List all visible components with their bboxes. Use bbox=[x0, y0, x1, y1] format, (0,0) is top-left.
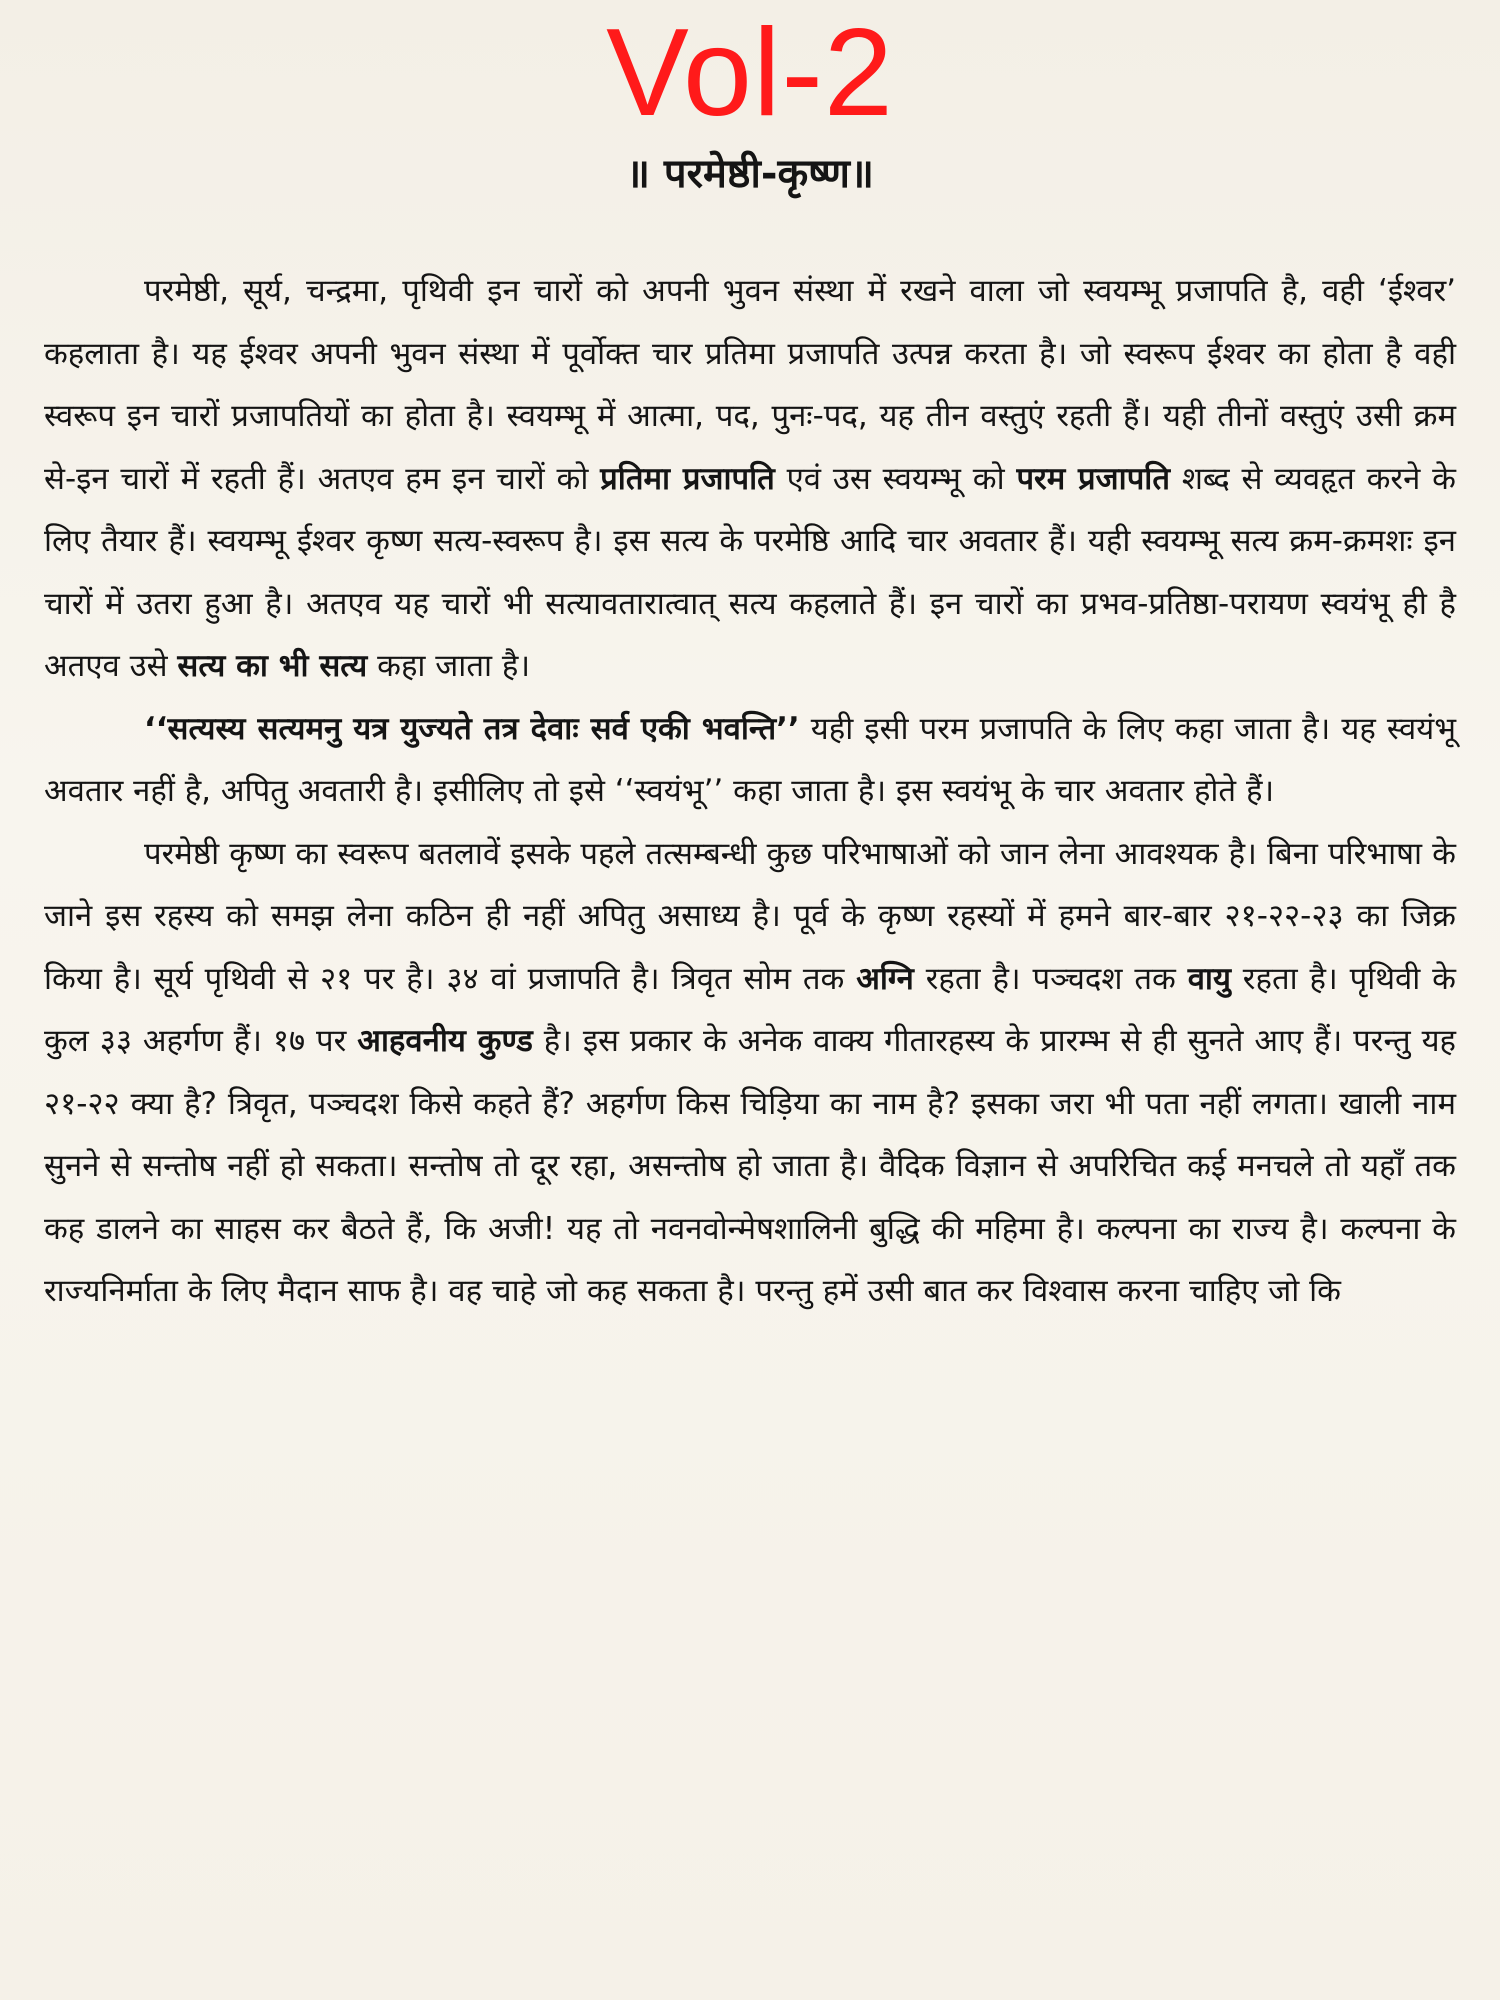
text-span: परमेष्ठी, सूर्य, चन्द्रमा, पृथिवी इन चारों को अपनी भुवन संस्था में रखने वाला जो स्वयम्भू प्रजापति है, वही ‘ईश्वर’ कहलाता है। यह ईश्वर अपनी भुवन संस्था में पूर्वोक्त चार प्रतिमा प्रजापति उत्पन्न करता है। जो स्वरूप ईश्वर का होता है वही स्वरूप इन चारों प्रजापतियों का होता है। स्वयम्भू में आत्मा, पद, पुनः-पद, यह तीन वस्तुएं रहती हैं। यही तीनों वस्तुएं उसी क्रम से-इन चारों में रहती हैं। अतएव हम इन चारों को bbox=[44, 273, 1456, 497]
text-span: परमेष्ठी कृष्ण का स्वरूप बतलावें इसके पहले तत्सम्बन्धी कुछ परिभाषाओं को जान लेना आवश्यक है। बिना परिभाषा के जाने इस रहस्य को समझ लेना कठिन ही नहीं अपितु असाध्य है। पूर्व के कृष्ण रहस्यों में हमने बार-बार २१-२२-२३ का जिक्र किया है। सूर्य पृथिवी से २१ पर है। ३४ वां प्रजापति है। त्रिवृत सोम तक bbox=[44, 835, 1456, 997]
paragraph-2 bbox=[44, 698, 1456, 823]
paragraph-1 bbox=[44, 260, 1456, 698]
bold-term-agni: अग्नि bbox=[856, 960, 914, 997]
volume-label: Vol-2 bbox=[606, 4, 894, 142]
text-span: रहता है। पृथिवी के कुल ३३ अहर्गण हैं। १७ पर bbox=[44, 960, 1456, 1059]
bold-term-vayu: वायु bbox=[1187, 960, 1231, 997]
bold-term-pratima-prajapati: प्रतिमा प्रजापति bbox=[600, 460, 775, 497]
text-span: है। इस प्रकार के अनेक वाक्य गीतारहस्य के प्रारम्भ से ही सुनते आए हैं। परन्तु यह २१-२२ क्या है? त्रिवृत, पञ्चदश किसे कहते हैं? अहर्गण किस चिड़िया का नाम है? इसका जरा भी पता नहीं लगता। खाली नाम सुनने से सन्तोष नहीं हो सकता। सन्तोष तो दूर रहा, असन्तोष हो जाता है। वैदिक विज्ञान से अपरिचित कई मनचले तो यहाँ तक कह डालने का साहस कर बैठते हैं, कि अजी! यह तो नवनवोन्मेषशालिनी बुद्धि की महिमा है। कल्पना का राज्य है। कल्पना के राज्यनिर्माता के लिए मैदान साफ है। वह चाहे जो कह सकता है। परन्तु हमें उसी बात कर विश्वास करना चाहिए जो कि bbox=[44, 1023, 1457, 1309]
text-span: कहा जाता है। bbox=[367, 648, 531, 684]
chapter-title: ॥ परमेष्ठी-कृष्ण॥ bbox=[626, 151, 874, 197]
paragraph-3 bbox=[44, 823, 1456, 1323]
bold-quote-sanskrit: ‘‘सत्यस्य सत्यमनु यत्र युज्यते तत्र देवाः सर्व एकी भवन्ति’’ bbox=[144, 710, 800, 747]
bold-term-param-prajapati: परम प्रजापति bbox=[1016, 460, 1170, 497]
text-span: शब्द से व्यवहृत करने के लिए तैयार हैं। स्वयम्भू ईश्वर कृष्ण सत्य-स्वरूप है। इस सत्य के परमेष्ठि आदि चार अवतार हैं। यही स्वयम्भू सत्य क्रम-क्रमशः इन चारों में उतरा हुआ है। अतएव यह चारों भी सत्यावतारात्वात् सत्य कहलाते हैं। इन चारों का प्रभव-प्रतिष्ठा-परायण स्वयंभू ही है अतएव उसे bbox=[44, 460, 1456, 684]
text-span: यही इसी परम प्रजापति के लिए कहा जाता है। यह स्वयंभू अवतार नहीं है, अपितु अवतारी है। इसीलिए तो इसे ‘‘स्वयंभू’’ कहा जाता है। इस स्वयंभू के चार अवतार होते हैं। bbox=[44, 710, 1456, 809]
text-span: रहता है। पञ्चदश तक bbox=[913, 960, 1188, 997]
bold-term-satya-ka-bhi-satya: सत्य का भी सत्य bbox=[177, 648, 368, 684]
body-text bbox=[44, 260, 1456, 1323]
text-span: एवं उस स्वयम्भू को bbox=[774, 460, 1017, 497]
bold-term-ahavaniya-kund: आहवनीय कुण्ड bbox=[357, 1023, 533, 1059]
